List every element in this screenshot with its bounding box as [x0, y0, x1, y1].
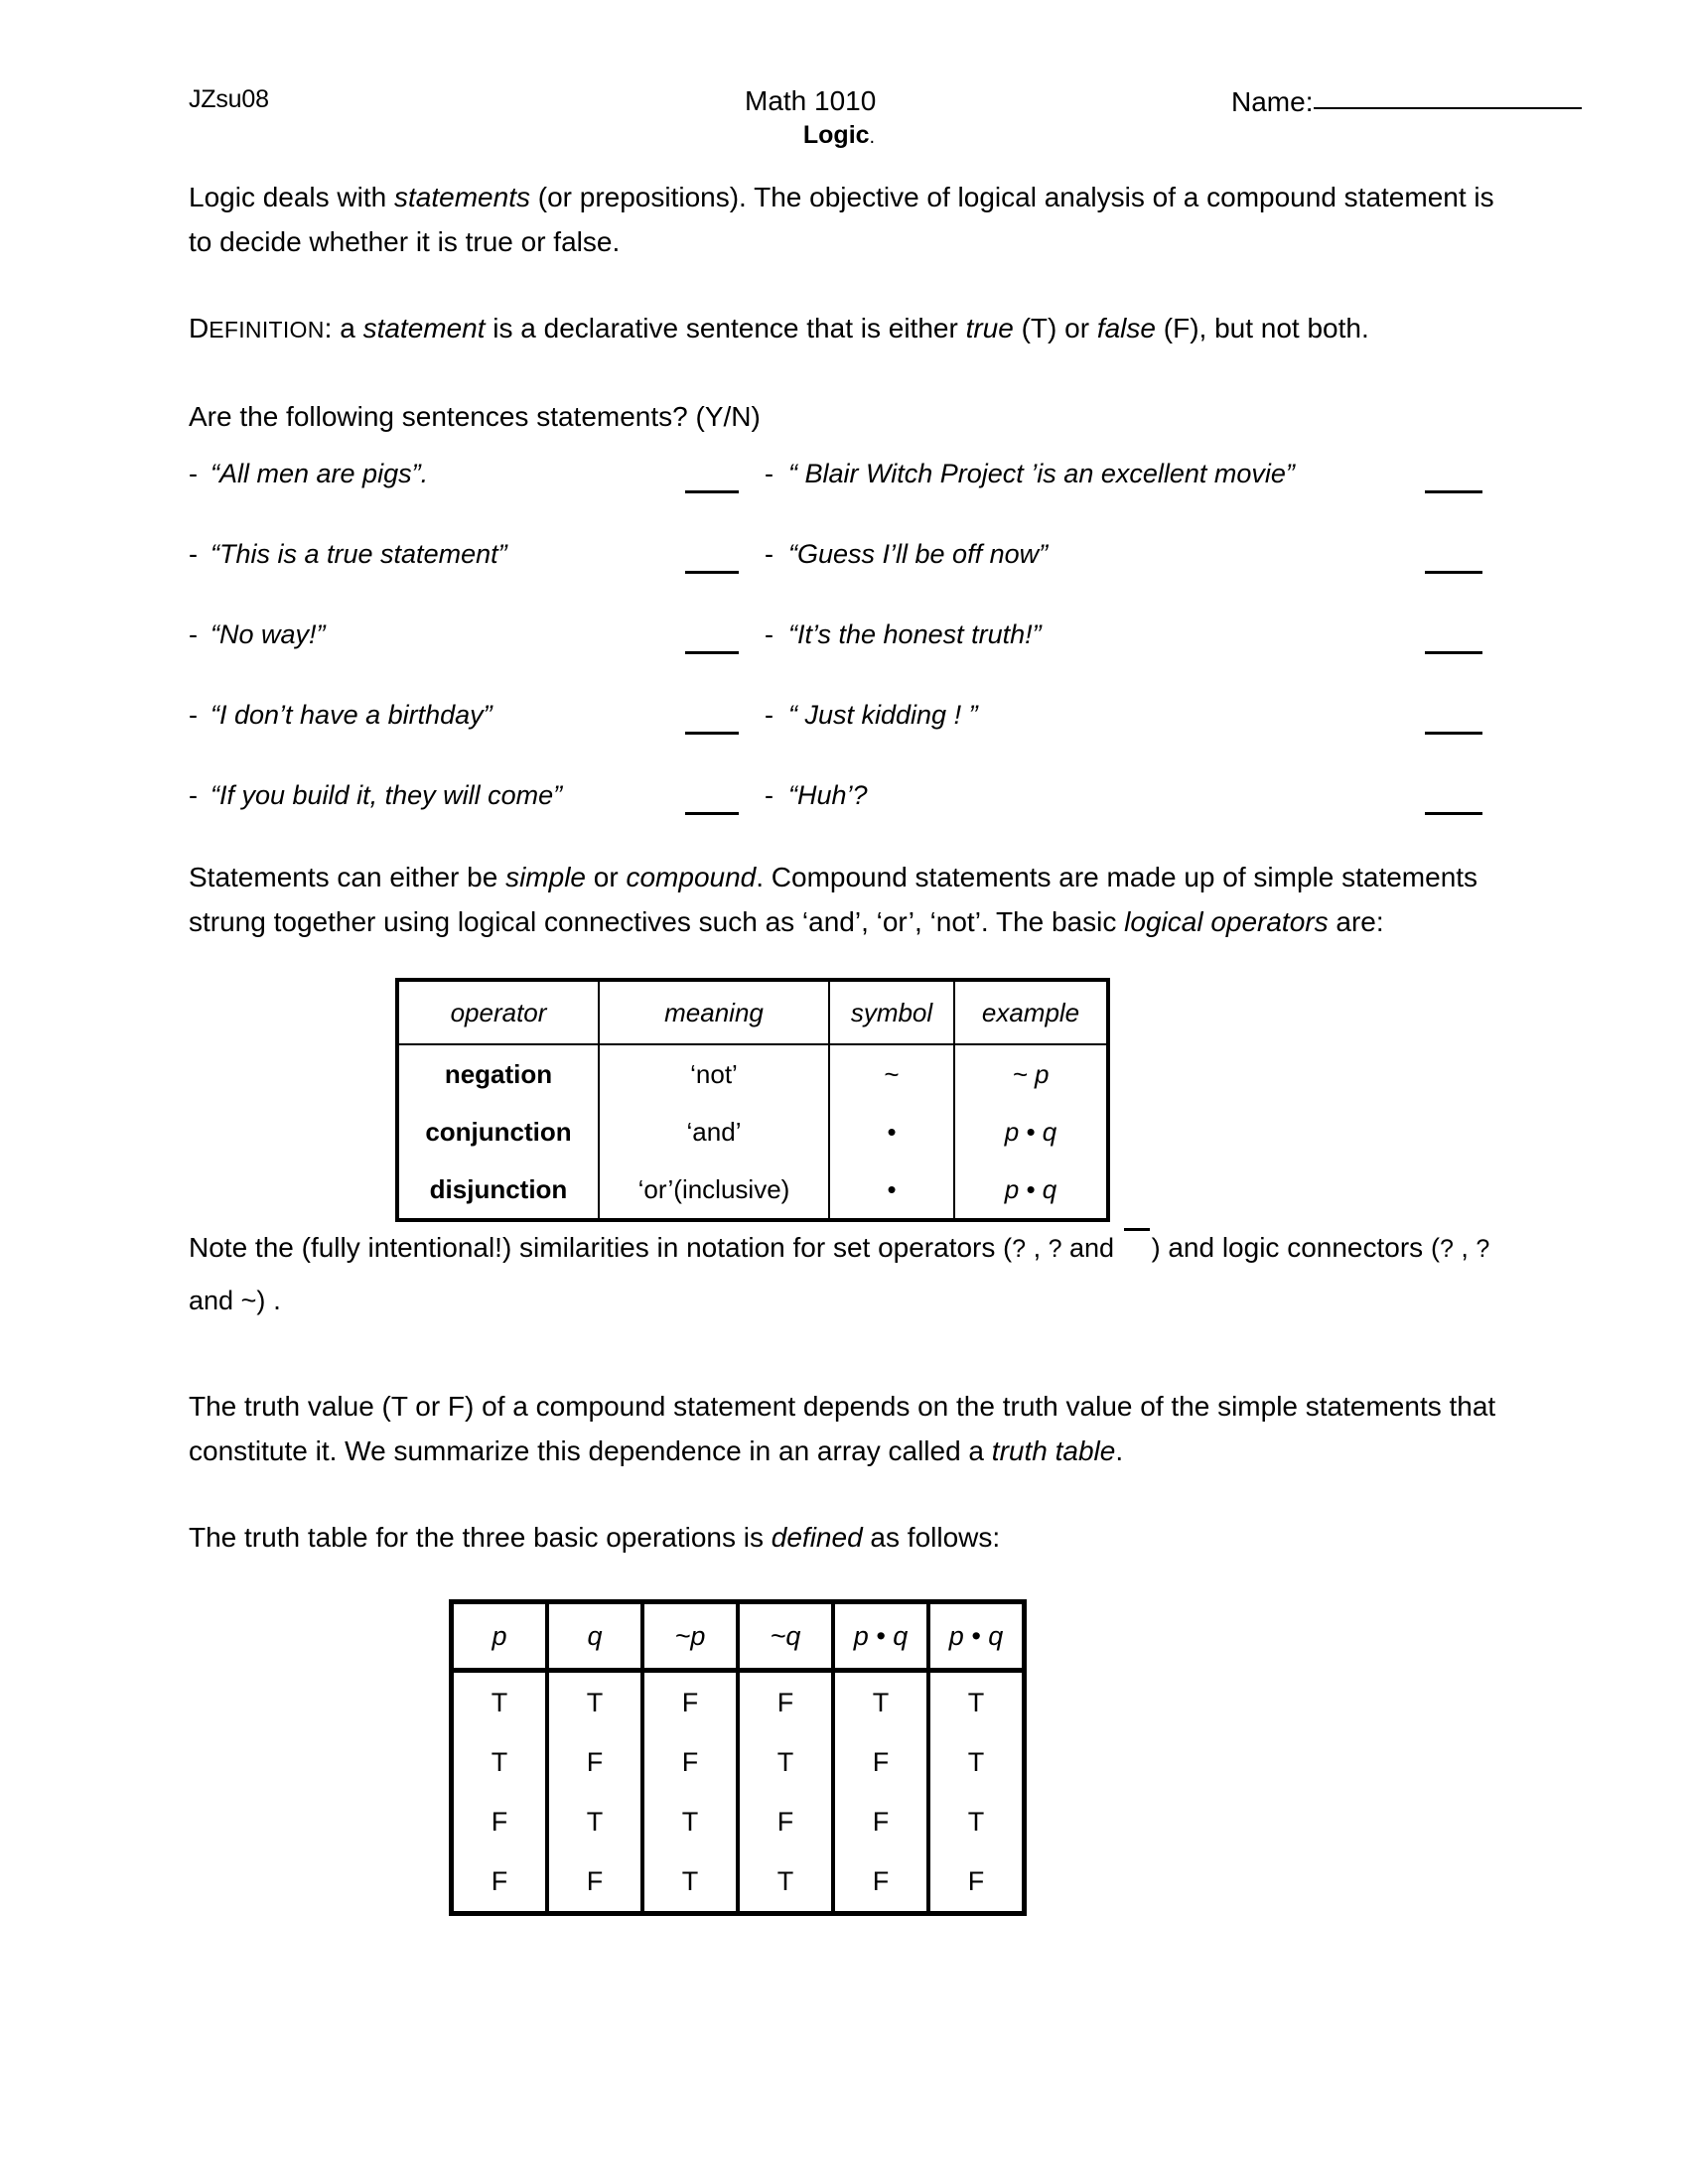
course-title: Math 1010 [745, 85, 877, 116]
definition-em-statement: statement [362, 313, 486, 343]
question-row [189, 774, 1499, 855]
bullet-dash: - [189, 539, 198, 569]
cell-q: F [547, 1732, 642, 1792]
col-header-meaning: meaning [599, 980, 829, 1044]
set-operator-group [1003, 1233, 1160, 1263]
bullet-dash: - [765, 700, 774, 730]
logic-comma: , [1453, 1233, 1477, 1263]
bullet-dash: - [189, 700, 198, 730]
question-text-left: “All men are pigs”. [211, 459, 429, 488]
answer-blank-right[interactable] [1425, 651, 1482, 654]
definition-text-b: is a declarative sentence that is either [485, 313, 966, 343]
question-row [189, 453, 1499, 533]
cell-p-and-q: T [833, 1671, 928, 1733]
truth-table [449, 1599, 1027, 1916]
intro-text-b: (or prepositions). The objective of logical analysis of a compound statement is to decide whether it is true or false. [189, 182, 1494, 257]
page-content [189, 0, 1499, 1916]
table-header-row [397, 980, 1108, 1044]
definition-lead-cap: D [189, 313, 210, 343]
answer-blank-right[interactable] [1425, 732, 1482, 735]
answer-blank-right[interactable] [1425, 571, 1482, 574]
note-text-b: and logic connectors [1160, 1232, 1431, 1263]
cell-p-or-q: T [928, 1732, 1025, 1792]
cell-p-or-q: T [928, 1792, 1025, 1851]
answer-blank-left[interactable] [685, 571, 739, 574]
cell-meaning: ‘and’ [599, 1103, 829, 1160]
definition-smallcaps: EFINITION [209, 317, 325, 342]
col-header-example: example [954, 980, 1108, 1044]
operators-table [395, 978, 1110, 1222]
note-text-c: . [265, 1285, 281, 1315]
truth-value-paragraph [189, 1384, 1499, 1473]
cell-symbol: • [829, 1103, 954, 1160]
cell-not-q: T [738, 1851, 833, 1914]
cell-symbol: ~ [829, 1044, 954, 1103]
set-operator-note [189, 1222, 1499, 1326]
cell-not-p: F [642, 1732, 738, 1792]
table-row [452, 1671, 1025, 1733]
table-row [452, 1851, 1025, 1914]
definition-paragraph [189, 306, 1499, 352]
cell-meaning: ‘or’(inclusive) [599, 1160, 829, 1220]
tilde-symbol: ~ [240, 1286, 257, 1315]
question-row [189, 694, 1499, 774]
answer-blank-right[interactable] [1425, 812, 1482, 815]
spacer [189, 352, 1499, 394]
logic-and-word: and [189, 1286, 241, 1315]
col-header-not-p: ~p [642, 1602, 738, 1671]
cell-not-q: F [738, 1671, 833, 1733]
table-row [397, 1103, 1108, 1160]
table-row [452, 1792, 1025, 1851]
definition-em-true: true [965, 313, 1014, 343]
cell-not-q: F [738, 1792, 833, 1851]
lead-in-text-a: The truth table for the three basic operations is [189, 1522, 772, 1553]
table-row [452, 1732, 1025, 1792]
document-header [189, 85, 1499, 175]
col-header-p-and-q: p • q [833, 1602, 928, 1671]
col-header-symbol: symbol [829, 980, 954, 1044]
answer-blank-left[interactable] [685, 490, 739, 493]
answer-blank-left[interactable] [685, 732, 739, 735]
cell-example: p • q [954, 1160, 1108, 1220]
set-comma: , [1026, 1233, 1049, 1263]
lead-in-em-defined: defined [771, 1522, 863, 1553]
compound-text-d: are: [1328, 906, 1384, 937]
question-text-right: “ Blair Witch Project ’is an excellent movie” [788, 459, 1295, 488]
spacer [189, 1473, 1499, 1515]
cell-p-or-q: T [928, 1671, 1025, 1733]
spacer [189, 264, 1499, 306]
bullet-dash: - [765, 619, 774, 649]
definition-text-d: (F), but not both. [1155, 313, 1369, 343]
answer-blank-left[interactable] [685, 651, 739, 654]
operators-table-wrap [189, 978, 1499, 1222]
table-header-row [452, 1602, 1025, 1671]
page-title-period: . [869, 126, 876, 148]
cell-p-and-q: F [833, 1732, 928, 1792]
note-text-a: Note the (fully intentional!) similarities in notation for set operators [189, 1232, 1004, 1263]
question-row [189, 533, 1499, 614]
page-title [745, 121, 933, 150]
bullet-dash: - [189, 619, 198, 649]
question-text-right: “It’s the honest truth!” [788, 619, 1042, 649]
question-list [189, 453, 1499, 855]
question-text-left: “If you build it, they will come” [211, 780, 563, 810]
set-and-word: and [1061, 1233, 1122, 1263]
cell-p: T [452, 1732, 548, 1792]
logic-paren-open: ( [1430, 1233, 1440, 1263]
cell-p: F [452, 1851, 548, 1914]
compound-text-b: or [586, 862, 627, 892]
table-row [397, 1044, 1108, 1103]
definition-text-a: : a [324, 313, 363, 343]
answer-blank-left[interactable] [685, 812, 739, 815]
cell-example: p • q [954, 1103, 1108, 1160]
compound-em-compound: compound [626, 862, 757, 892]
missing-glyph-icon: ? [1048, 1235, 1062, 1263]
compound-text-c: . Compound statements are made up of simple statements strung together using logical connectives such as ‘and’, ‘or’, ‘not’. The basic [189, 862, 1478, 937]
col-header-q: q [547, 1602, 642, 1671]
bullet-dash: - [765, 459, 774, 488]
cell-q: T [547, 1671, 642, 1733]
definition-text-c: (T) or [1013, 313, 1097, 343]
cell-operator: conjunction [397, 1103, 599, 1160]
question-text-left: “I don’t have a birthday” [211, 700, 492, 730]
truth-value-text-b: . [1115, 1435, 1124, 1466]
cell-p-and-q: F [833, 1792, 928, 1851]
intro-text-a: Logic deals with [189, 182, 395, 212]
truth-value-em-truth-table: truth table [991, 1435, 1116, 1466]
question-text-right: “Guess I’ll be off now” [788, 539, 1049, 569]
cell-not-q: T [738, 1732, 833, 1792]
overbar-icon [1124, 1228, 1150, 1248]
cell-p: F [452, 1792, 548, 1851]
table-row [397, 1160, 1108, 1220]
cell-meaning: ‘not’ [599, 1044, 829, 1103]
bullet-dash: - [189, 780, 198, 810]
question-text-right: “ Just kidding ! ” [788, 700, 978, 730]
set-paren-close: ) [1151, 1233, 1161, 1263]
answer-blank-right[interactable] [1425, 490, 1482, 493]
truth-value-text-a: The truth value (T or F) of a compound statement depends on the truth value of the simple statements that constitute it. We summarize this dependence in an array called a [189, 1391, 1496, 1466]
exercise-prompt: Are the following sentences statements? (Y/N) [189, 401, 761, 432]
col-header-p-or-q: p • q [928, 1602, 1025, 1671]
col-header-not-q: ~q [738, 1602, 833, 1671]
cell-q: T [547, 1792, 642, 1851]
cell-not-p: T [642, 1792, 738, 1851]
cell-p-or-q: F [928, 1851, 1025, 1914]
cell-not-p: T [642, 1851, 738, 1914]
cell-p-and-q: F [833, 1851, 928, 1914]
bullet-dash: - [765, 539, 774, 569]
cell-symbol: • [829, 1160, 954, 1220]
missing-glyph-icon: ? [1476, 1235, 1490, 1263]
compound-text-a: Statements can either be [189, 862, 506, 892]
course-code: JZsu08 [189, 85, 269, 113]
question-text-left: “This is a true statement” [211, 539, 507, 569]
cell-example: ~ p [954, 1044, 1108, 1103]
truth-table-lead-in [189, 1515, 1499, 1560]
cell-operator: negation [397, 1044, 599, 1103]
question-row [189, 614, 1499, 694]
question-text-right: “Huh’? [788, 780, 868, 810]
lead-in-text-b: as follows: [862, 1522, 1001, 1553]
compound-em-simple: simple [505, 862, 586, 892]
page-title-text: Logic [802, 121, 870, 149]
bullet-dash: - [189, 459, 198, 488]
missing-glyph-icon: ? [1439, 1235, 1454, 1263]
cell-q: F [547, 1851, 642, 1914]
col-header-p: p [452, 1602, 548, 1671]
logic-paren-close: ) [256, 1286, 266, 1315]
missing-glyph-icon: ? [1012, 1235, 1027, 1263]
spacer [189, 1326, 1499, 1384]
truth-table-wrap [189, 1599, 1499, 1916]
cell-p: T [452, 1671, 548, 1733]
intro-paragraph [189, 175, 1499, 264]
compound-paragraph [189, 855, 1499, 944]
col-header-operator: operator [397, 980, 599, 1044]
intro-em-statements: statements [394, 182, 530, 212]
bullet-dash: - [765, 780, 774, 810]
cell-operator: disjunction [397, 1160, 599, 1220]
name-blank-rule[interactable] [1314, 107, 1582, 109]
cell-not-p: F [642, 1671, 738, 1733]
name-field[interactable] [1231, 86, 1582, 118]
compound-em-logical-operators: logical operators [1124, 906, 1329, 937]
set-paren-open: ( [1003, 1233, 1013, 1263]
question-text-left: “No way!” [211, 619, 326, 649]
name-label: Name: [1231, 86, 1314, 117]
definition-em-false: false [1096, 313, 1156, 343]
